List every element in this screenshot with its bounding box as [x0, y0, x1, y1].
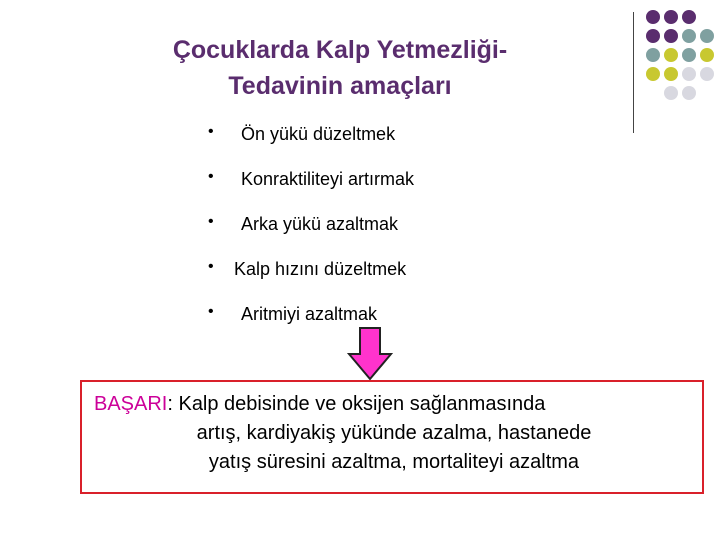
- decor-dot: [700, 29, 714, 43]
- decor-dot: [700, 86, 714, 100]
- title-line-1: Çocuklarda Kalp Yetmezliği-: [172, 36, 508, 64]
- decor-dot: [682, 67, 696, 81]
- list-item-text: Konraktiliteyi artırmak: [241, 169, 415, 189]
- decor-dot: [646, 29, 660, 43]
- decor-dot: [664, 67, 678, 81]
- bullet-marker: •: [208, 303, 214, 320]
- decor-dot: [664, 29, 678, 43]
- decor-dot: [646, 10, 660, 24]
- decor-dot: [646, 86, 660, 100]
- decor-dot: [700, 48, 714, 62]
- down-arrow-icon: [347, 327, 393, 381]
- vertical-divider: [633, 12, 634, 133]
- decor-dot: [664, 10, 678, 24]
- decor-dot: [664, 86, 678, 100]
- title-line-2: Tedavinin amaçları: [228, 72, 452, 100]
- dot-grid-icon: [646, 10, 722, 100]
- decor-dot: [700, 10, 714, 24]
- result-text: [94, 390, 694, 477]
- decor-dot: [646, 67, 660, 81]
- result-keyword: BAŞARI: [94, 393, 168, 415]
- decor-dot: [682, 86, 696, 100]
- list-item-text: Ön yükü düzeltmek: [241, 124, 396, 144]
- slide-title: [100, 32, 580, 104]
- bullet-marker: •: [208, 168, 214, 185]
- bullet-marker: •: [208, 258, 214, 275]
- decor-dot: [682, 29, 696, 43]
- result-box: [80, 380, 704, 494]
- decor-dot: [682, 10, 696, 24]
- list-item-text: Kalp hızını düzeltmek: [234, 259, 407, 279]
- decor-dot: [664, 48, 678, 62]
- result-line-1: [94, 390, 694, 419]
- bullet-marker: •: [208, 213, 214, 230]
- result-line-2: artış, kardiyakiş yükünde azalma, hastanede: [196, 422, 592, 444]
- result-line-1-rest: : Kalp debisinde ve oksijen sağlanmasında: [167, 393, 546, 415]
- decor-dot: [700, 67, 714, 81]
- result-line-3: yatış süresini azaltma, mortaliteyi azaltma: [208, 451, 580, 473]
- bullet-marker: •: [208, 123, 214, 140]
- decor-dot: [646, 48, 660, 62]
- list-item-text: Arka yükü azaltmak: [241, 214, 399, 234]
- decor-dot: [682, 48, 696, 62]
- list-item-text: Aritmiyi azaltmak: [241, 304, 378, 324]
